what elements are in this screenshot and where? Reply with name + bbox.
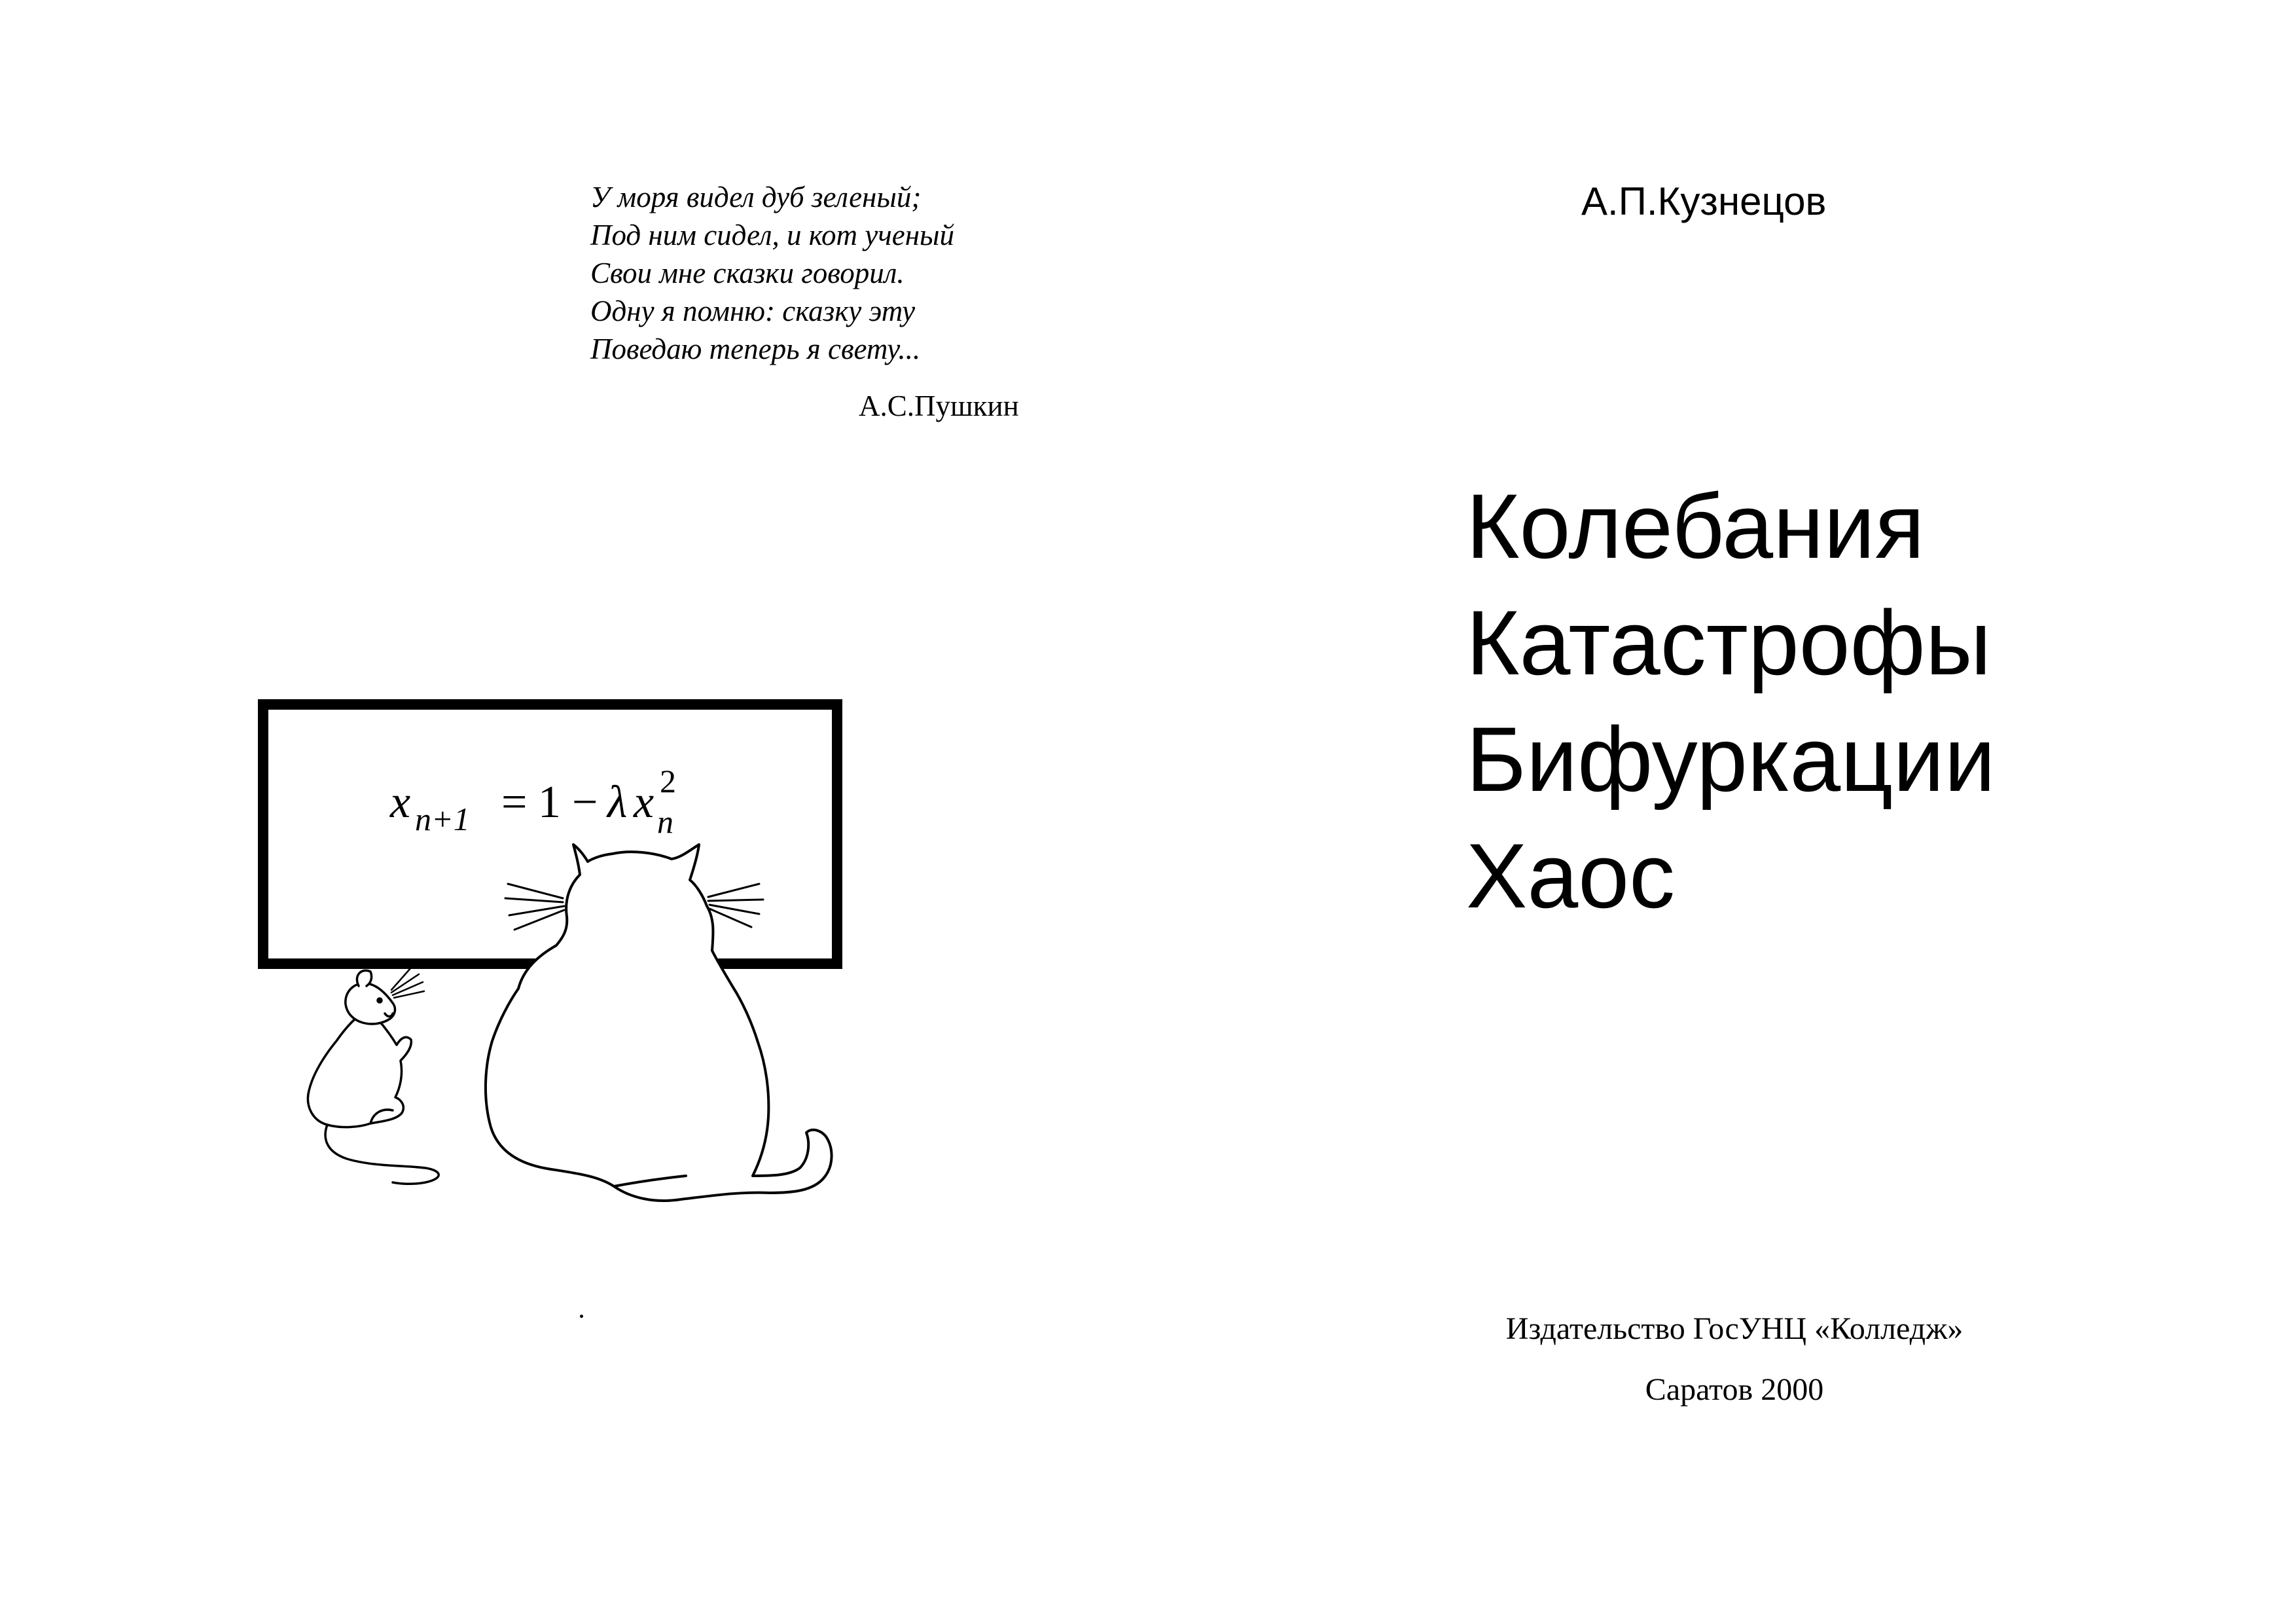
board-formula [386,759,753,845]
epigraph-line: Поведаю теперь я свету... [590,333,921,365]
title-line: Хаос [1466,824,1676,927]
formula-subscript-n: n [657,803,673,840]
formula-superscript-2: 2 [660,763,676,799]
book-author: А.П.Кузнецов [1581,179,1827,223]
formula-subscript-n-plus-1: n+1 [415,801,470,837]
stray-dot [580,1315,583,1318]
epigraph-line: Одну я помню: сказку эту [590,295,916,327]
formula-equals: = [501,777,528,828]
title-line: Колебания [1466,475,1925,577]
mouse-whiskers [391,968,424,998]
epigraph-author: А.С.Пушкин [859,390,1019,422]
epigraph-line: Под ним сидел, и кот ученый [590,219,955,251]
mouse-drawing [308,970,439,1184]
epigraph-line: У моря видел дуб зеленый; [590,181,922,213]
formula-one: 1 [538,777,561,828]
epigraph [590,178,1114,368]
book-title [1466,468,1996,934]
formula-minus: − [572,777,598,828]
formula-x-n: x [634,777,655,828]
formula-lambda: λ [607,777,628,828]
title-line: Катастрофы [1466,591,1992,694]
publisher: Издательство ГосУНЦ «Колледж» [1505,1311,1964,1346]
city-year: Саратов 2000 [1645,1372,1824,1407]
epigraph-line: Свои мне сказки говорил. [590,257,905,289]
formula-x: x [390,777,411,828]
title-line: Бифуркации [1466,708,1996,811]
